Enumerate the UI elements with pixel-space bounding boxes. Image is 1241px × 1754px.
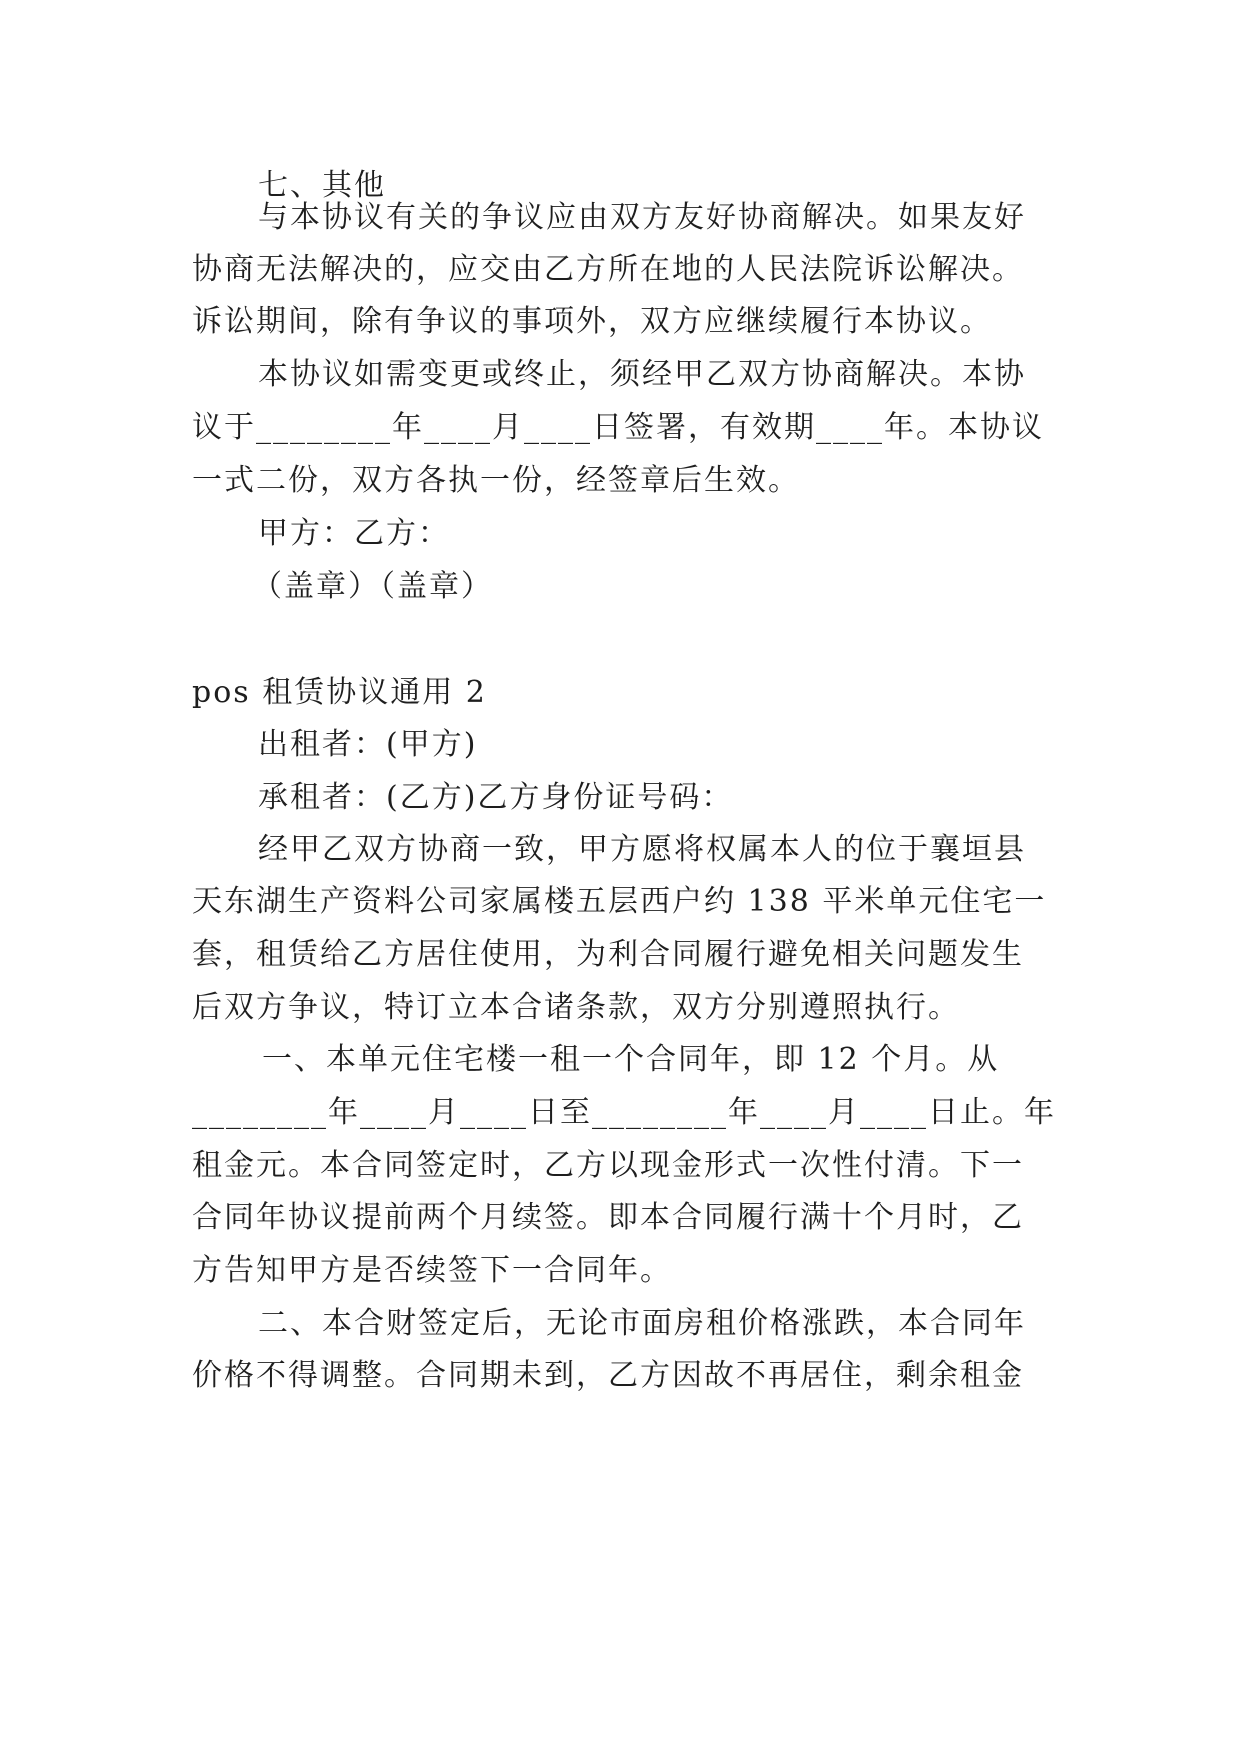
section-heading-other: 七、其他 xyxy=(258,168,386,203)
signature-seals: （盖章）（盖章） xyxy=(252,569,493,604)
paragraph-line: 后双方争议，特订立本合诸条款，双方分别遵照执行。 xyxy=(192,990,960,1025)
clause-one-line: 一、本单元住宅楼一租一个合同年，即 12 个月。从 xyxy=(262,1042,1000,1077)
paragraph-line: 套，租赁给乙方居住使用，为利合同履行避免相关问题发生 xyxy=(192,937,1024,972)
paragraph-line: 一式二份，双方各执一份，经签章后生效。 xyxy=(192,463,800,498)
lessor-line: 出租者：(甲方) xyxy=(258,727,478,762)
clause-two-line: 二、本合财签定后，无论市面房租价格涨跌，本合同年 xyxy=(258,1306,1026,1341)
paragraph-line: 天东湖生产资料公司家属楼五层西户约 138 平米单元住宅一 xyxy=(192,884,1047,919)
document-title: pos 租赁协议通用 2 xyxy=(192,675,487,710)
paragraph-line: 与本协议有关的争议应由双方友好协商解决。如果友好 xyxy=(258,200,1026,235)
paragraph-line: 诉讼期间，除有争议的事项外，双方应继续履行本协议。 xyxy=(192,304,992,339)
lessee-line: 承租者：(乙方)乙方身份证号码： xyxy=(258,780,734,815)
paragraph-line: ________年____月____日至________年____月____日止。年 xyxy=(192,1095,1056,1130)
signature-parties: 甲方：乙方： xyxy=(258,516,450,551)
paragraph-line: 方告知甲方是否续签下一合同年。 xyxy=(192,1253,672,1288)
paragraph-line: 本协议如需变更或终止，须经甲乙双方协商解决。本协 xyxy=(258,357,1026,392)
paragraph-line: 协商无法解决的，应交由乙方所在地的人民法院诉讼解决。 xyxy=(192,252,1024,287)
paragraph-line: 价格不得调整。合同期未到，乙方因故不再居住，剩余租金 xyxy=(192,1358,1024,1393)
paragraph-line: 合同年协议提前两个月续签。即本合同履行满十个月时，乙 xyxy=(192,1200,1024,1235)
paragraph-line: 租金元。本合同签定时，乙方以现金形式一次性付清。下一 xyxy=(192,1148,1024,1183)
paragraph-line: 议于________年____月____日签署，有效期____年。本协议 xyxy=(192,410,1044,445)
paragraph-line: 经甲乙双方协商一致，甲方愿将权属本人的位于襄垣县 xyxy=(258,832,1026,867)
